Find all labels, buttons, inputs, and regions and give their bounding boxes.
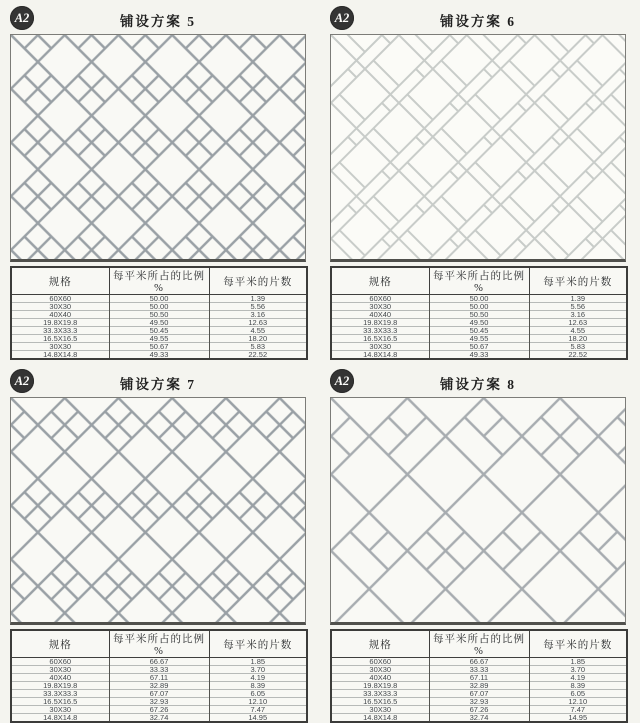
table-cell: 49.55: [429, 335, 529, 343]
table-cell: 30X30: [11, 303, 109, 311]
table-cell: 14.8X14.8: [11, 351, 109, 360]
table-cell: 40X40: [11, 311, 109, 319]
column-header: 每平米的片数: [209, 630, 307, 658]
table-cell: 18.20: [209, 335, 307, 343]
table-cell: 49.55: [109, 335, 209, 343]
table-cell: 18.20: [529, 335, 627, 343]
table-cell: 12.10: [209, 698, 307, 706]
table-cell: 40X40: [331, 674, 429, 682]
table-cell: 40X40: [11, 674, 109, 682]
panel-plan-7: [0, 363, 320, 723]
column-header: 每平米的片数: [529, 267, 627, 295]
table-cell: 32.89: [429, 682, 529, 690]
table-cell: 32.74: [429, 714, 529, 723]
table-cell: 7.47: [529, 706, 627, 714]
table-cell: 67.26: [429, 706, 529, 714]
table-cell: 60X60: [11, 295, 109, 303]
table-cell: 50.67: [109, 343, 209, 351]
panel-plan-8: [320, 363, 640, 723]
spec-table: [10, 266, 308, 360]
tile-pattern-diagram-7: [10, 397, 306, 625]
table-cell: 12.63: [209, 319, 307, 327]
table-cell: 30X30: [331, 666, 429, 674]
table-cell: 30X30: [331, 706, 429, 714]
table-cell: 19.8X19.8: [11, 319, 109, 327]
tile-pattern-svg: [11, 35, 305, 259]
table-cell: 49.50: [109, 319, 209, 327]
table-cell: 30X30: [11, 666, 109, 674]
table-cell: 1.39: [209, 295, 307, 303]
table-cell: 19.8X19.8: [331, 319, 429, 327]
table-cell: 67.07: [429, 690, 529, 698]
table-cell: 14.8X14.8: [11, 714, 109, 723]
table-cell: 50.00: [429, 295, 529, 303]
header-row: [331, 267, 627, 295]
table-cell: 50.00: [429, 303, 529, 311]
table-cell: 50.00: [109, 303, 209, 311]
table-cell: 49.33: [429, 351, 529, 360]
table-cell: 4.19: [529, 674, 627, 682]
table-cell: 14.8X14.8: [331, 714, 429, 723]
panel-plan-6: [320, 0, 640, 363]
table-row: [331, 351, 627, 360]
table-cell: 49.50: [429, 319, 529, 327]
table-cell: 14.8X14.8: [331, 351, 429, 360]
table-cell: 66.67: [109, 658, 209, 666]
table-cell: 8.39: [209, 682, 307, 690]
column-header: 每平米所占的比例 %: [109, 267, 209, 295]
tile-pattern-diagram-6: [330, 34, 626, 262]
panel-title: 铺设方案 5: [119, 14, 197, 29]
table-cell: 50.50: [429, 311, 529, 319]
column-header: 每平米所占的比例 %: [429, 630, 529, 658]
table-cell: 3.70: [529, 666, 627, 674]
panel-plan-5: [0, 0, 320, 363]
table-cell: 50.00: [109, 295, 209, 303]
table-cell: 1.85: [209, 658, 307, 666]
table-cell: 40X40: [331, 311, 429, 319]
table-cell: 22.52: [209, 351, 307, 360]
table-cell: 16.5X16.5: [11, 335, 109, 343]
panel-header: [10, 6, 306, 32]
tile-pattern-svg: [331, 398, 625, 622]
column-header: 每平米所占的比例 %: [429, 267, 529, 295]
spec-table: [330, 266, 628, 360]
table-row: [11, 351, 307, 360]
tile-pattern-svg: [331, 35, 625, 259]
table-cell: 30X30: [11, 343, 109, 351]
table-cell: 66.67: [429, 658, 529, 666]
spec-table: [330, 629, 628, 723]
table-cell: 33.3X33.3: [11, 690, 109, 698]
column-header: 规格: [11, 630, 109, 658]
column-header: 规格: [331, 267, 429, 295]
table-cell: 67.11: [429, 674, 529, 682]
table-row: [11, 714, 307, 723]
table-cell: 14.95: [209, 714, 307, 723]
table-cell: 30X30: [331, 303, 429, 311]
table-cell: 50.50: [109, 311, 209, 319]
table-cell: 60X60: [331, 658, 429, 666]
table-cell: 16.5X16.5: [11, 698, 109, 706]
panel-header: [10, 369, 306, 395]
table-cell: 50.45: [429, 327, 529, 335]
panel-title: 铺设方案 7: [119, 377, 197, 392]
table-cell: 4.19: [209, 674, 307, 682]
table-cell: 33.33: [109, 666, 209, 674]
table-cell: 3.16: [529, 311, 627, 319]
column-header: 规格: [11, 267, 109, 295]
table-cell: 32.74: [109, 714, 209, 723]
table-cell: 67.11: [109, 674, 209, 682]
table-cell: 67.07: [109, 690, 209, 698]
a2-badge: A2: [330, 6, 354, 30]
table-cell: 12.63: [529, 319, 627, 327]
table-cell: 4.55: [529, 327, 627, 335]
table-cell: 5.83: [209, 343, 307, 351]
table-cell: 5.83: [529, 343, 627, 351]
header-row: [11, 630, 307, 658]
panel-header: [330, 369, 626, 395]
table-cell: 67.26: [109, 706, 209, 714]
table-cell: 60X60: [11, 658, 109, 666]
table-cell: 8.39: [529, 682, 627, 690]
table-cell: 19.8X19.8: [331, 682, 429, 690]
table-cell: 3.16: [209, 311, 307, 319]
table-cell: 33.3X33.3: [11, 327, 109, 335]
table-cell: 19.8X19.8: [11, 682, 109, 690]
table-cell: 50.67: [429, 343, 529, 351]
table-cell: 33.33: [429, 666, 529, 674]
a2-badge: A2: [10, 369, 34, 393]
table-cell: 14.95: [529, 714, 627, 723]
table-cell: 1.39: [529, 295, 627, 303]
header-row: [11, 267, 307, 295]
tile-pattern-diagram-5: [10, 34, 306, 262]
table-cell: 32.89: [109, 682, 209, 690]
table-cell: 16.5X16.5: [331, 335, 429, 343]
table-cell: 4.55: [209, 327, 307, 335]
table-cell: 6.05: [529, 690, 627, 698]
column-header: 规格: [331, 630, 429, 658]
table-cell: 50.45: [109, 327, 209, 335]
table-cell: 33.3X33.3: [331, 327, 429, 335]
table-cell: 49.33: [109, 351, 209, 360]
table-cell: 16.5X16.5: [331, 698, 429, 706]
table-cell: 32.93: [429, 698, 529, 706]
table-cell: 5.56: [209, 303, 307, 311]
tile-pattern-svg: [11, 398, 305, 622]
table-cell: 30X30: [331, 343, 429, 351]
table-cell: 1.85: [529, 658, 627, 666]
header-row: [331, 630, 627, 658]
table-cell: 5.56: [529, 303, 627, 311]
table-cell: 60X60: [331, 295, 429, 303]
panel-title: 铺设方案 6: [439, 14, 517, 29]
table-cell: 7.47: [209, 706, 307, 714]
table-cell: 30X30: [11, 706, 109, 714]
panel-title: 铺设方案 8: [439, 377, 517, 392]
a2-badge: A2: [330, 369, 354, 393]
tile-pattern-diagram-8: [330, 397, 626, 625]
column-header: 每平米的片数: [209, 267, 307, 295]
table-row: [331, 714, 627, 723]
table-cell: 22.52: [529, 351, 627, 360]
column-header: 每平米所占的比例 %: [109, 630, 209, 658]
column-header: 每平米的片数: [529, 630, 627, 658]
table-cell: 33.3X33.3: [331, 690, 429, 698]
spec-table: [10, 629, 308, 723]
table-cell: 12.10: [529, 698, 627, 706]
table-cell: 3.70: [209, 666, 307, 674]
table-cell: 6.05: [209, 690, 307, 698]
panel-header: [330, 6, 626, 32]
table-cell: 32.93: [109, 698, 209, 706]
a2-badge: A2: [10, 6, 34, 30]
